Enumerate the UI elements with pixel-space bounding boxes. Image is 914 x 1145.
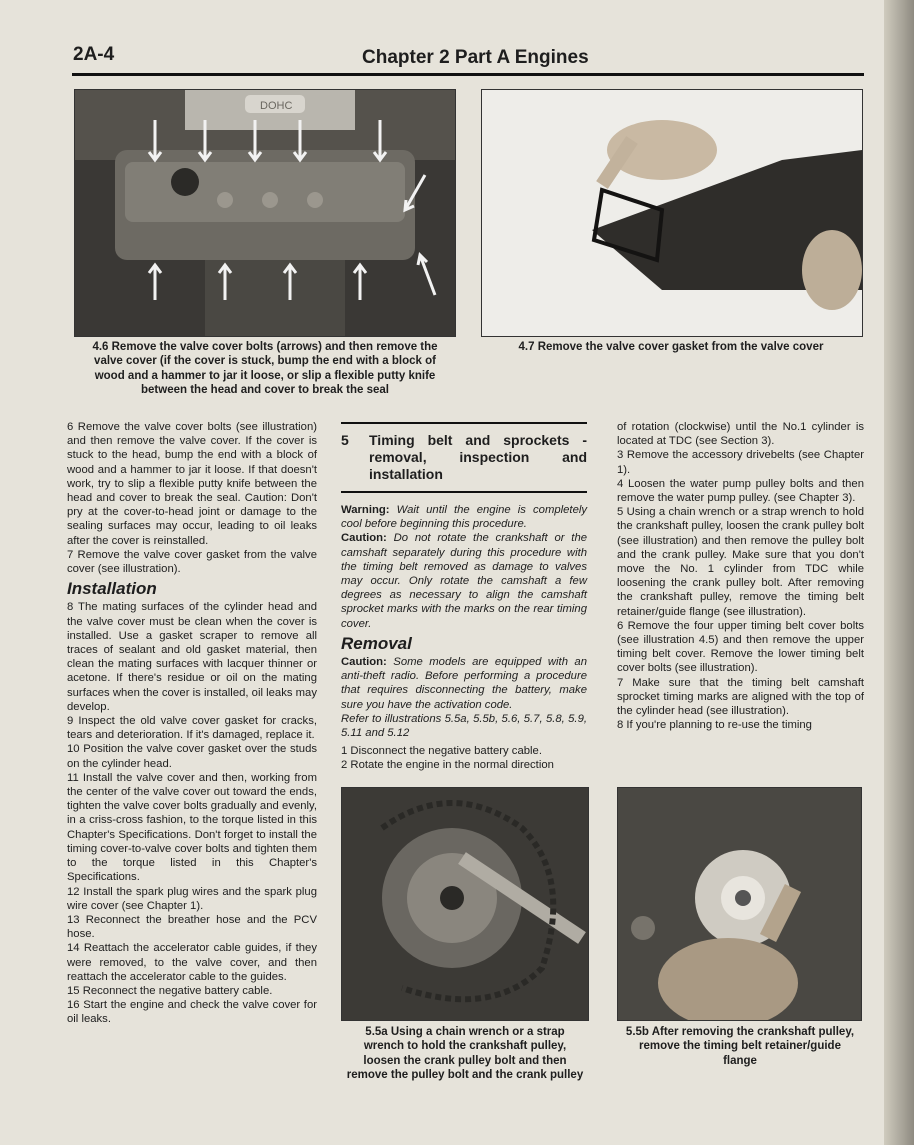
heading-removal: Removal: [341, 633, 412, 653]
column-3: [617, 420, 864, 732]
refer-illustrations: Refer to illustrations 5.5a, 5.5b, 5.6, 5.7, 5.8, 5.9, 5.11 and 5.12: [341, 712, 587, 740]
caution-label: Caution:: [341, 532, 387, 545]
step-1: 1 Disconnect the negative battery cable.: [341, 745, 542, 758]
step-2: 2 Rotate the engine in the normal direction: [341, 759, 554, 772]
warning-text: Wait until the engine is completely cool before beginning this procedure.: [341, 504, 588, 531]
para-5: 5 Using a chain wrench or a strap wrench to hold the crankshaft pulley, loosen the crank pulley bolt (see illustration) and then remove the pulley bolt and the crank pulley. Make sure that you don't move the No. 1 cylinder from TDC while loosening the crank pulley bolt. After removing the crankshaft pulley, remove the timing belt retainer/guide flange (see illustration).: [617, 506, 864, 618]
para-9: 9 Inspect the old valve cover gasket for cracks, tears and deterioration. If it's damaged, replace it.: [67, 715, 317, 742]
para-4: 4 Loosen the water pump pulley bolts and then remove the water pump pulley. (see Chapter 3).: [617, 477, 864, 505]
caution2-label: Caution:: [341, 656, 387, 669]
para-8: 8 If you're planning to re-use the timing: [617, 719, 812, 732]
photo-crank-pulley-wrench: [341, 787, 589, 1021]
section-number: 5: [341, 432, 349, 448]
caption-fig-4-7: 4.7 Remove the valve cover gasket from the valve cover: [518, 341, 824, 353]
para-10: 10 Position the valve cover gasket over the studs on the cylinder head.: [67, 743, 317, 770]
photo-engine-valve-cover: [74, 89, 456, 337]
column-1: [67, 420, 317, 1027]
photo-valve-cover-gasket: [481, 89, 863, 337]
page-edge-shadow: [884, 0, 914, 1145]
header-rule: [72, 73, 864, 76]
para-12: 12 Install the spark plug wires and the spark plug wire cover (see Chapter 1).: [67, 885, 317, 912]
para-16: 16 Start the engine and check the valve cover for oil leaks.: [67, 999, 317, 1026]
para-6: 6 Remove the four upper timing belt cover bolts (see illustration 4.5) and then remove the upper timing belt cover. Remove the lower timing belt cover bolts (see illustration).: [617, 619, 864, 675]
para-14: 14 Reattach the accelerator cable guides, if they were removed, to the valve cover, and then reattach the accelerator cable to the guides.: [67, 942, 317, 983]
caption-fig-4-6: 4.6 Remove the valve cover bolts (arrows) and then remove the valve cover (if the cover is stuck, bump the end with a block of wood and a hammer to jar it loose, or slip a flexible putty knife between the head and cover to break the seal: [92, 341, 438, 397]
warning-label: Warning:: [341, 504, 390, 516]
para-15: 15 Reconnect the negative battery cable.: [67, 984, 273, 997]
para-13: 13 Reconnect the breather hose and the PCV hose.: [67, 913, 317, 941]
chapter-title: Chapter 2 Part A Engines: [362, 47, 589, 68]
caution-text: Do not rotate the crankshaft or the camshaft separately during this procedure with the timing belt removed as damage to valves may occur. Only rotate the camshaft a few degrees as necessary to align the camshaft sprocket marks with the marks on the rear timing cover.: [341, 532, 588, 630]
column-2: [341, 422, 587, 773]
caption-fig-5-5b: 5.5b After removing the crankshaft pulley, remove the timing belt retainer/guide flange: [625, 1026, 855, 1067]
para-cont: of rotation (clockwise) until the No.1 cylinder is located at TDC (see Section 3).: [617, 421, 864, 448]
valve-cover-stamp: DOHC: [260, 100, 293, 112]
para-11: 11 Install the valve cover and then, working from the center of the valve cover out toward the ends, tighten the valve cover bolts gradually and evenly, in a criss-cross fashion, to the torque listed in this Chapter's Specifications. Don't forget to install the timing cover-to-valve cover bolts and tighten them to the torque listed in this Chapter's Specifications.: [67, 771, 317, 884]
para-3: 3 Remove the accessory drivebelts (see Chapter 1).: [617, 449, 864, 476]
page-number: 2A-4: [73, 44, 115, 65]
section-rule-top: [341, 422, 587, 424]
caption-fig-5-5a: 5.5a Using a chain wrench or a strap wrench to hold the crankshaft pulley, loosen the crank pulley bolt and then remove the pulley bolt and the crank pulley: [346, 1026, 584, 1082]
para-8: 8 The mating surfaces of the cylinder head and the valve cover must be clean when the cover is installed. Use a gasket scraper to remove all traces of sealant and old gasket material, then clean the mating surfaces with lacquer thinner or acetone. If there's residue or oil on the mating surfaces when the cover is installed, oil leaks may develop.: [67, 601, 317, 713]
para-7: 7 Remove the valve cover gasket from the valve cover (see illustration).: [67, 548, 317, 576]
heading-installation: Installation: [67, 579, 157, 599]
caution2-text: Some models are equipped with an anti-theft radio. Before performing a procedure that requires disconnecting the battery, make sure you have the activation code.: [341, 656, 588, 711]
photo-timing-belt-flange: [617, 787, 862, 1021]
para-6: 6 Remove the valve cover bolts (see illustration) and then remove the valve cover. If the cover is stuck to the head, bump the end with a block of wood and a hammer to jar it loose. If that doesn't work, try to slip a flexible putty knife between the head and cover to break the seal. Caution: Don't pry at the cover-to-head joint or damage to the sealing surfaces may occur, leading to oil leaks after the cover is reinstalled.: [67, 421, 317, 547]
section-rule-bottom: [341, 491, 587, 493]
section-heading: [341, 432, 587, 483]
para-7: 7 Make sure that the timing belt camshaft sprocket timing marks are aligned with the top of the cylinder head (see illustration).: [617, 676, 864, 718]
section-title: Timing belt and sprockets - removal, inspection and installation: [369, 432, 587, 482]
